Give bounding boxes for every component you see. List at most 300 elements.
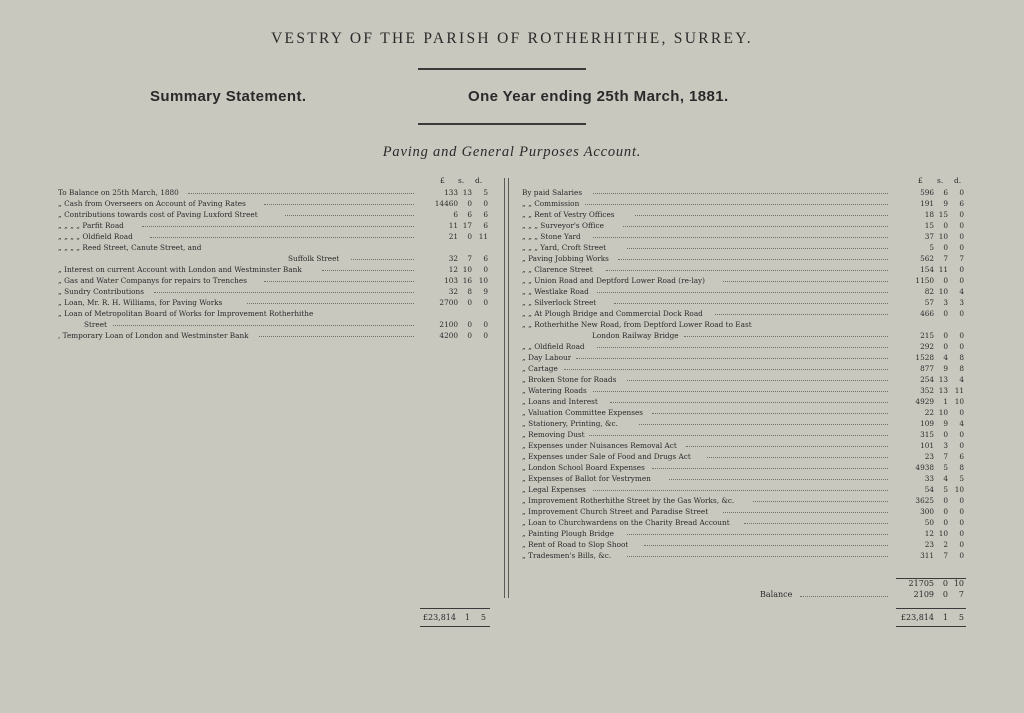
- receipts-description: To Balance on 25th March, 1880: [58, 188, 179, 197]
- receipts-pence: 0: [483, 298, 488, 307]
- payments-pounds: 215: [920, 331, 934, 340]
- payments-shillings: 9: [943, 364, 948, 373]
- payments-shillings: 13: [938, 386, 948, 395]
- receipts-pence: 5: [483, 188, 488, 197]
- payments-pounds: 57: [924, 298, 934, 307]
- payments-leader: [597, 292, 888, 293]
- payments-description: „ „ Oldfield Road: [522, 342, 585, 351]
- payments-pence: 6: [959, 199, 964, 208]
- payments-row: [522, 341, 966, 352]
- receipts-pence: 0: [483, 320, 488, 329]
- receipts-pence: 9: [483, 287, 488, 296]
- payments-total-pence: 5: [958, 613, 964, 622]
- receipts-leader: [247, 303, 414, 304]
- receipts-pence: 6: [483, 210, 488, 219]
- receipts-pence: 10: [478, 276, 488, 285]
- payments-pounds: 154: [920, 265, 934, 274]
- receipts-pounds: 11: [448, 221, 458, 230]
- receipts-shillings: 0: [467, 331, 472, 340]
- payments-row: [522, 396, 966, 407]
- payments-pence: 5: [959, 474, 964, 483]
- payments-total-rule-bottom: [896, 626, 966, 627]
- payments-row: [522, 319, 966, 330]
- receipts-row: [58, 187, 490, 198]
- payments-description: „ „ Silverlock Street: [522, 298, 597, 307]
- payments-pounds: 191: [920, 199, 934, 208]
- payments-pence: 0: [959, 441, 964, 450]
- payments-pounds: 12: [924, 529, 934, 538]
- payments-shillings: 9: [943, 199, 948, 208]
- payments-description: „ „ Rotherhithe New Road, from Deptford Lower Road to East: [522, 320, 752, 329]
- payments-row: [522, 374, 966, 385]
- payments-leader: [627, 534, 888, 535]
- payments-pounds: 54: [924, 485, 934, 494]
- payments-row: [522, 308, 966, 319]
- payments-leader: [652, 468, 888, 469]
- payments-row: [522, 275, 966, 286]
- payments-description: „ „ Union Road and Deptford Lower Road (re-lay): [522, 276, 706, 285]
- receipts-row: [58, 275, 490, 286]
- payments-pence: 0: [959, 232, 964, 241]
- payments-pence: 0: [959, 309, 964, 318]
- payments-pence: 0: [959, 430, 964, 439]
- payments-leader: [585, 204, 888, 205]
- payments-row: [522, 286, 966, 297]
- payments-description: „ Improvement Rotherhithe Street by the Gas Works, &c.: [522, 496, 735, 505]
- receipts-pounds: 32: [448, 287, 458, 296]
- payments-leader: [564, 369, 888, 370]
- receipts-description: „ „ „ „ Reed Street, Canute Street, and: [58, 243, 202, 252]
- payments-shillings: 7: [943, 452, 948, 461]
- payments-pounds: 292: [920, 342, 934, 351]
- payments-row: [522, 385, 966, 396]
- receipts-leader: [264, 204, 414, 205]
- payments-shillings: 7: [943, 551, 948, 560]
- payments-leader: [623, 226, 888, 227]
- payments-row: [522, 352, 966, 363]
- payments-shillings: 7: [943, 254, 948, 263]
- payments-leader: [635, 215, 888, 216]
- payments-leader: [614, 303, 888, 304]
- payments-leader: [684, 336, 888, 337]
- receipts-description: , Temporary Loan of London and Westminster Bank: [58, 331, 249, 340]
- receipts-description: „ Sundry Contributions: [58, 287, 145, 296]
- payments-subtotal-shillings: 0: [942, 579, 948, 588]
- payments-pounds: 37: [924, 232, 934, 241]
- payments-leader: [753, 501, 888, 502]
- receipts-total-rule-bottom: [420, 626, 490, 627]
- payments-description: „ Loans and Interest: [522, 397, 598, 406]
- balance-label: Balance: [760, 590, 793, 599]
- payments-shillings: 11: [938, 265, 948, 274]
- receipts-row: [58, 198, 490, 209]
- payments-pence: 10: [954, 397, 964, 406]
- payments-shillings: 6: [943, 188, 948, 197]
- receipts-pence-header: d.: [475, 176, 483, 185]
- payments-description: „ „ „ Yard, Croft Street: [522, 243, 607, 252]
- payments-row: [522, 253, 966, 264]
- payments-leader: [627, 248, 888, 249]
- receipts-pounds: 14460: [434, 199, 458, 208]
- payments-leader: [593, 193, 888, 194]
- payments-description: „ Stationery, Printing, &c.: [522, 419, 618, 428]
- payments-description: „ „ Clarence Street: [522, 265, 593, 274]
- payments-row: [522, 264, 966, 275]
- receipts-pence: 6: [483, 254, 488, 263]
- payments-shillings: 0: [943, 276, 948, 285]
- payments-leader: [744, 523, 888, 524]
- payments-pence-header: d.: [954, 176, 962, 185]
- payments-leader: [707, 457, 888, 458]
- payments-subtotal-pounds: 21705: [908, 579, 934, 588]
- payments-shillings: 0: [943, 309, 948, 318]
- payments-row: [522, 495, 966, 506]
- receipts-row: [58, 253, 490, 264]
- payments-row: [522, 473, 966, 484]
- payments-total-pounds: £23,814: [900, 613, 934, 622]
- payments-description: „ Expenses under Nuisances Removal Act: [522, 441, 677, 450]
- receipts-total-pounds: £23,814: [422, 613, 456, 622]
- payments-pence: 0: [959, 331, 964, 340]
- payments-pence: 3: [959, 298, 964, 307]
- receipts-description: „ Contributions towards cost of Paving Luxford Street: [58, 210, 258, 219]
- receipts-pence: 11: [478, 232, 488, 241]
- payments-description: By paid Salaries: [522, 188, 583, 197]
- payments-description: „ Removing Dust: [522, 430, 585, 439]
- payments-row: [522, 550, 966, 561]
- payments-shillings: 0: [943, 518, 948, 527]
- payments-pounds: 315: [920, 430, 934, 439]
- payments-leader: [606, 270, 888, 271]
- payments-pence: 4: [959, 375, 964, 384]
- receipts-shillings: 17: [462, 221, 472, 230]
- payments-description: „ Loan to Churchwardens on the Charity Bread Account: [522, 518, 730, 527]
- payments-pounds: 4929: [915, 397, 934, 406]
- payments-pence: 0: [959, 540, 964, 549]
- receipts-pence: 0: [483, 265, 488, 274]
- payments-shillings: 10: [938, 529, 948, 538]
- payments-shillings: 4: [943, 353, 948, 362]
- payments-description: „ „ Commission: [522, 199, 580, 208]
- payments-row: [522, 418, 966, 429]
- receipts-row: [58, 297, 490, 308]
- payments-pence: 0: [959, 265, 964, 274]
- payments-subtotal-pence: 10: [953, 579, 964, 588]
- payments-pence: 11: [954, 386, 964, 395]
- payments-pounds: 82: [924, 287, 934, 296]
- receipts-pence: 6: [483, 221, 488, 230]
- receipts-pounds: 6: [453, 210, 458, 219]
- payments-row: [522, 220, 966, 231]
- payments-row: [522, 528, 966, 539]
- payments-pounds: 22: [924, 408, 934, 417]
- payments-row: [522, 451, 966, 462]
- payments-leader: [639, 424, 888, 425]
- receipts-description: „ „ „ „ Oldfield Road: [58, 232, 133, 241]
- payments-pounds: 596: [920, 188, 934, 197]
- receipts-pence: 0: [483, 331, 488, 340]
- receipts-leader: [113, 325, 414, 326]
- payments-shillings: 4: [943, 474, 948, 483]
- receipts-leader: [154, 292, 414, 293]
- payments-description: „ Cartage: [522, 364, 558, 373]
- balance-pounds: 2109: [913, 590, 934, 599]
- payments-pounds: 5: [929, 243, 934, 252]
- payments-shillings: 0: [943, 342, 948, 351]
- payments-description: „ Improvement Church Street and Paradise Street: [522, 507, 709, 516]
- payments-shillings: 3: [943, 441, 948, 450]
- receipts-row: [58, 330, 490, 341]
- payments-leader: [593, 237, 888, 238]
- payments-pence: 0: [959, 551, 964, 560]
- payments-shillings: 5: [943, 485, 948, 494]
- receipts-leader: [285, 215, 414, 216]
- payments-description: „ Broken Stone for Roads: [522, 375, 617, 384]
- payments-pence: 6: [959, 452, 964, 461]
- column-divider-inner: [508, 178, 509, 598]
- receipts-description: „ Gas and Water Companys for repairs to Trenches: [58, 276, 247, 285]
- balance-pence: 7: [958, 590, 964, 599]
- payments-description: „ Tradesmen's Bills, &c.: [522, 551, 612, 560]
- payments-row: [522, 506, 966, 517]
- payments-shillings: 9: [943, 419, 948, 428]
- payments-shillings: 2: [943, 540, 948, 549]
- receipts-shillings-header: s.: [458, 176, 465, 185]
- payments-description: „ Expenses under Sale of Food and Drugs Act: [522, 452, 691, 461]
- payments-shillings: 1: [943, 397, 948, 406]
- payments-row: [522, 330, 966, 341]
- payments-pounds: 101: [920, 441, 934, 450]
- payments-leader: [644, 545, 888, 546]
- receipts-shillings: 13: [462, 188, 472, 197]
- summary-label: Summary Statement.: [150, 88, 307, 105]
- payments-pounds: 254: [920, 375, 934, 384]
- payments-row: [522, 363, 966, 374]
- payments-shillings: 10: [938, 232, 948, 241]
- payments-leader: [723, 512, 888, 513]
- payments-description: „ Legal Expenses: [522, 485, 586, 494]
- receipts-description: „ „ „ „ Parfit Road: [58, 221, 124, 230]
- payments-shillings: 3: [943, 298, 948, 307]
- payments-row: [522, 539, 966, 550]
- payments-description: „ „ „ Stone Yard: [522, 232, 581, 241]
- payments-row: [522, 484, 966, 495]
- payments-pence: 8: [959, 353, 964, 362]
- payments-pence: 0: [959, 408, 964, 417]
- payments-row: [522, 242, 966, 253]
- receipts-shillings: 8: [467, 287, 472, 296]
- payments-leader: [627, 556, 888, 557]
- payments-pounds: 311: [920, 551, 934, 560]
- payments-description: „ „ „ Surveyor's Office: [522, 221, 604, 230]
- receipts-total-shillings: 1: [464, 613, 470, 622]
- payments-row: [522, 440, 966, 451]
- payments-pence: 0: [959, 276, 964, 285]
- receipts-row: [58, 286, 490, 297]
- payments-pence: 10: [954, 485, 964, 494]
- payments-shillings: 0: [943, 496, 948, 505]
- receipts-shillings: 0: [467, 298, 472, 307]
- payments-leader: [610, 402, 888, 403]
- payments-pence: 4: [959, 419, 964, 428]
- receipts-leader: [188, 193, 414, 194]
- payments-description: „ „ Westlake Road: [522, 287, 589, 296]
- receipts-pounds: 32: [448, 254, 458, 263]
- payments-pounds: 352: [920, 386, 934, 395]
- payments-leader: [593, 391, 888, 392]
- payments-leader: [686, 446, 888, 447]
- payments-leader: [715, 314, 888, 315]
- balance-shillings: 0: [942, 590, 948, 599]
- receipts-pounds: 103: [444, 276, 458, 285]
- receipts-leader: [264, 281, 414, 282]
- payments-description: „ Painting Plough Bridge: [522, 529, 614, 538]
- payments-pence: 0: [959, 496, 964, 505]
- receipts-shillings: 0: [467, 232, 472, 241]
- payments-description: „ Paving Jobbing Works: [522, 254, 609, 263]
- receipts-total-rule-top: [420, 608, 490, 609]
- payments-shillings: 0: [943, 507, 948, 516]
- payments-total-shillings: 1: [942, 613, 948, 622]
- receipts-row: [58, 308, 490, 319]
- payments-pounds: 1528: [915, 353, 934, 362]
- receipts-leader: [259, 336, 414, 337]
- receipts-leader: [142, 226, 414, 227]
- receipts-description: Suffolk Street: [288, 254, 340, 263]
- payments-pounds: 300: [920, 507, 934, 516]
- receipts-pounds: 2700: [439, 298, 458, 307]
- receipts-shillings: 0: [467, 320, 472, 329]
- payments-pounds: 18: [924, 210, 934, 219]
- receipts-pounds: 133: [444, 188, 458, 197]
- payments-row: [522, 209, 966, 220]
- receipts-row: [58, 231, 490, 242]
- receipts-leader: [322, 270, 414, 271]
- payments-pence: 0: [959, 210, 964, 219]
- payments-description: „ Day Labour: [522, 353, 572, 362]
- payments-pounds: 109: [920, 419, 934, 428]
- payments-shillings: 15: [938, 210, 948, 219]
- receipts-description: Street: [84, 320, 107, 329]
- payments-row: [522, 297, 966, 308]
- payments-pounds: 33: [924, 474, 934, 483]
- receipts-pounds: 4200: [439, 331, 458, 340]
- payments-row: [522, 429, 966, 440]
- payments-pence: 0: [959, 243, 964, 252]
- receipts-description: „ Loan of Metropolitan Board of Works for Improvement Rotherhithe: [58, 309, 314, 318]
- payments-leader: [652, 413, 888, 414]
- payments-description: „ Rent of Road to Slop Shoot: [522, 540, 629, 549]
- payments-pence: 0: [959, 529, 964, 538]
- payments-pounds: 4938: [915, 463, 934, 472]
- payments-pounds: 15: [924, 221, 934, 230]
- payments-pounds: 23: [924, 452, 934, 461]
- payments-pounds: 562: [920, 254, 934, 263]
- payments-shillings: 5: [943, 463, 948, 472]
- payments-pence: 8: [959, 364, 964, 373]
- payments-leader: [618, 259, 888, 260]
- payments-description: „ „ At Plough Bridge and Commercial Dock Road: [522, 309, 703, 318]
- payments-pounds: 3625: [915, 496, 934, 505]
- payments-leader: [669, 479, 888, 480]
- payments-leader: [576, 358, 888, 359]
- payments-pounds: 23: [924, 540, 934, 549]
- payments-leader: [589, 435, 888, 436]
- receipts-shillings: 16: [462, 276, 472, 285]
- payments-shillings: 0: [943, 430, 948, 439]
- payments-leader: [593, 490, 888, 491]
- payments-pence: 0: [959, 221, 964, 230]
- payments-pounds: 466: [920, 309, 934, 318]
- payments-pence: 7: [959, 254, 964, 263]
- payments-pence: 0: [959, 342, 964, 351]
- receipts-pounds: 12: [448, 265, 458, 274]
- receipts-pence: 0: [483, 199, 488, 208]
- payments-description: „ „ Rent of Vestry Offices: [522, 210, 615, 219]
- receipts-shillings: 10: [462, 265, 472, 274]
- receipts-row: [58, 209, 490, 220]
- receipts-pounds-header: £: [440, 176, 445, 185]
- payments-description: London Railway Bridge: [592, 331, 679, 340]
- payments-pence: 4: [959, 287, 964, 296]
- payments-shillings-header: s.: [937, 176, 944, 185]
- payments-description: „ London School Board Expenses: [522, 463, 645, 472]
- receipts-column: [58, 187, 490, 341]
- payments-description: „ Valuation Committee Expenses: [522, 408, 644, 417]
- payments-pounds: 1150: [915, 276, 934, 285]
- column-divider: [504, 178, 505, 598]
- payments-pounds: 877: [920, 364, 934, 373]
- payments-pence: 8: [959, 463, 964, 472]
- receipts-row: [58, 242, 490, 253]
- payments-row: [522, 407, 966, 418]
- payments-description: „ Expenses of Ballot for Vestrymen: [522, 474, 651, 483]
- period-label: One Year ending 25th March, 1881.: [468, 88, 729, 105]
- receipts-row: [58, 319, 490, 330]
- receipts-shillings: 6: [467, 210, 472, 219]
- payments-pounds: 50: [924, 518, 934, 527]
- payments-leader: [597, 347, 888, 348]
- payments-pounds-header: £: [918, 176, 923, 185]
- balance-leader: [800, 596, 888, 597]
- payments-pence: 0: [959, 518, 964, 527]
- receipts-pounds: 21: [448, 232, 458, 241]
- payments-pence: 0: [959, 188, 964, 197]
- receipts-row: [58, 264, 490, 275]
- payments-leader: [723, 281, 888, 282]
- payments-total-rule-top: [896, 608, 966, 609]
- payments-row: [522, 517, 966, 528]
- payments-row: [522, 198, 966, 209]
- payments-pence: 0: [959, 507, 964, 516]
- receipts-pounds: 2100: [439, 320, 458, 329]
- title-rule: [418, 68, 586, 70]
- receipts-description: „ Loan, Mr. R. H. Williams, for Paving Works: [58, 298, 223, 307]
- payments-shillings: 0: [943, 221, 948, 230]
- payments-row: [522, 462, 966, 473]
- payments-shillings: 0: [943, 331, 948, 340]
- account-title: Paving and General Purposes Account.: [382, 144, 642, 160]
- receipts-row: [58, 220, 490, 231]
- receipts-shillings: 7: [467, 254, 472, 263]
- payments-shillings: 0: [943, 243, 948, 252]
- receipts-leader: [150, 237, 414, 238]
- payments-row: [522, 187, 966, 198]
- receipts-shillings: 0: [467, 199, 472, 208]
- document-title: VESTRY OF THE PARISH OF ROTHERHITHE, SURREY.: [271, 30, 753, 47]
- receipts-total-pence: 5: [480, 613, 486, 622]
- subhead-rule: [418, 123, 586, 125]
